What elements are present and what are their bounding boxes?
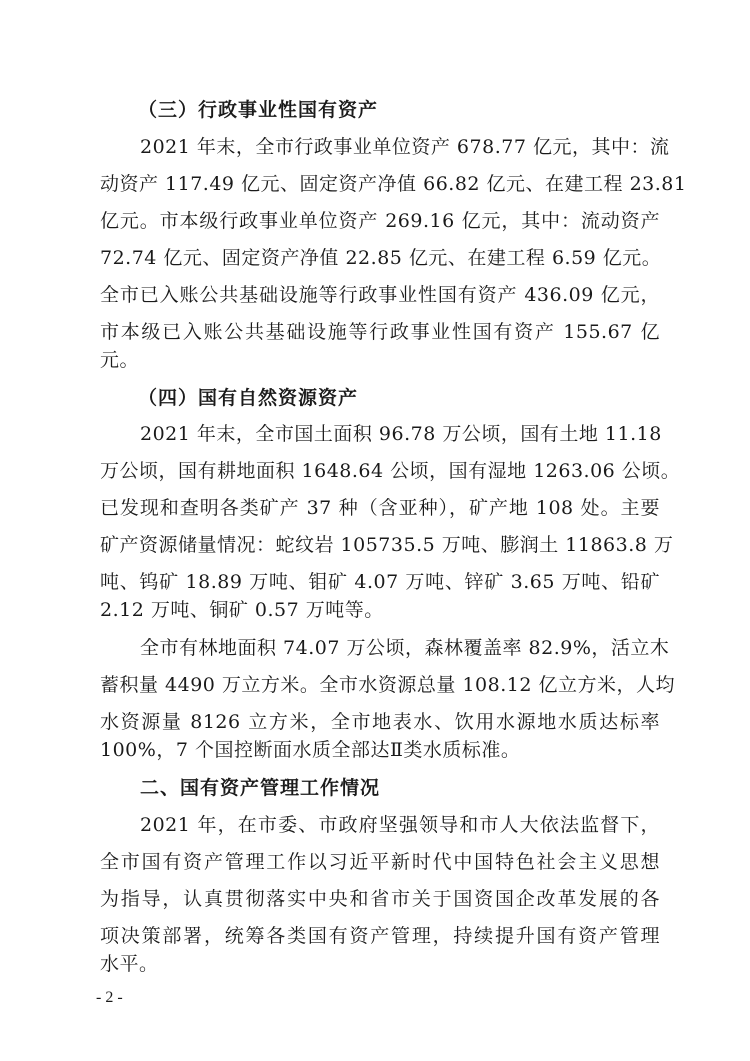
paragraph-line: 72.74 亿元、固定资产净值 22.85 亿元、在建工程 6.59 亿元。 bbox=[100, 247, 662, 269]
paragraph-line: 2021 年末，全市行政事业单位资产 678.77 亿元，其中：流 bbox=[140, 136, 670, 158]
paragraph-line: 亿元。市本级行政事业单位资产 269.16 亿元，其中：流动资产 bbox=[100, 210, 660, 232]
paragraph-line: 2021 年末，全市国土面积 96.78 万公顷，国有土地 11.18 bbox=[140, 423, 662, 445]
paragraph-line: 蓄积量 4490 万立方米。全市水资源总量 108.12 亿立方米，人均 bbox=[100, 674, 675, 696]
paragraph-line: 全市已入账公共基础设施等行政事业性国有资产 436.09 亿元， bbox=[100, 284, 660, 306]
paragraph-line: 100%，7 个国控断面水质全部达Ⅱ类水质标准。 bbox=[100, 739, 521, 761]
paragraph-line: 全市国有资产管理工作以习近平新时代中国特色社会主义思想 bbox=[100, 851, 660, 873]
paragraph-line: 已发现和查明各类矿产 37 种（含亚种），矿产地 108 处。主要 bbox=[100, 497, 660, 519]
paragraph-line: 全市有林地面积 74.07 万公顷，森林覆盖率 82.9%，活立木 bbox=[140, 637, 670, 659]
paragraph-line: 吨、钨矿 18.89 万吨、钼矿 4.07 万吨、锌矿 3.65 万吨、铅矿 bbox=[100, 571, 660, 593]
paragraph-line: 2021 年，在市委、市政府坚强领导和市人大依法监督下， bbox=[140, 814, 660, 836]
paragraph-line: 2.12 万吨、铜矿 0.57 万吨等。 bbox=[100, 599, 384, 621]
paragraph-line: 水资源量 8126 立方米，全市地表水、饮用水源地水质达标率 bbox=[100, 711, 660, 733]
paragraph-line: 动资产 117.49 亿元、固定资产净值 66.82 亿元、在建工程 23.81 bbox=[100, 173, 687, 195]
paragraph-line: 万公顷，国有耕地面积 1648.64 公顷，国有湿地 1263.06 公顷。 bbox=[100, 460, 681, 482]
section-heading-natural-resource-assets: （四）国有自然资源资产 bbox=[138, 387, 359, 409]
section-heading-state-owned-admin-assets: （三）行政事业性国有资产 bbox=[138, 99, 379, 121]
paragraph-line: 水平。 bbox=[100, 953, 159, 975]
page-number: - 2 - bbox=[96, 989, 123, 1006]
paragraph-line: 为指导，认真贯彻落实中央和省市关于国资国企改革发展的各 bbox=[100, 888, 660, 910]
paragraph-line: 矿产资源储量情况：蛇纹岩 105735.5 万吨、膨润土 11863.8 万 bbox=[100, 534, 674, 556]
paragraph-line: 项决策部署，统筹各类国有资产管理，持续提升国有资产管理 bbox=[100, 925, 660, 947]
part-heading-asset-management-work: 二、国有资产管理工作情况 bbox=[140, 777, 381, 799]
paragraph-line: 元。 bbox=[100, 349, 140, 371]
paragraph-line: 市本级已入账公共基础设施等行政事业性国有资产 155.67 亿 bbox=[100, 321, 660, 343]
